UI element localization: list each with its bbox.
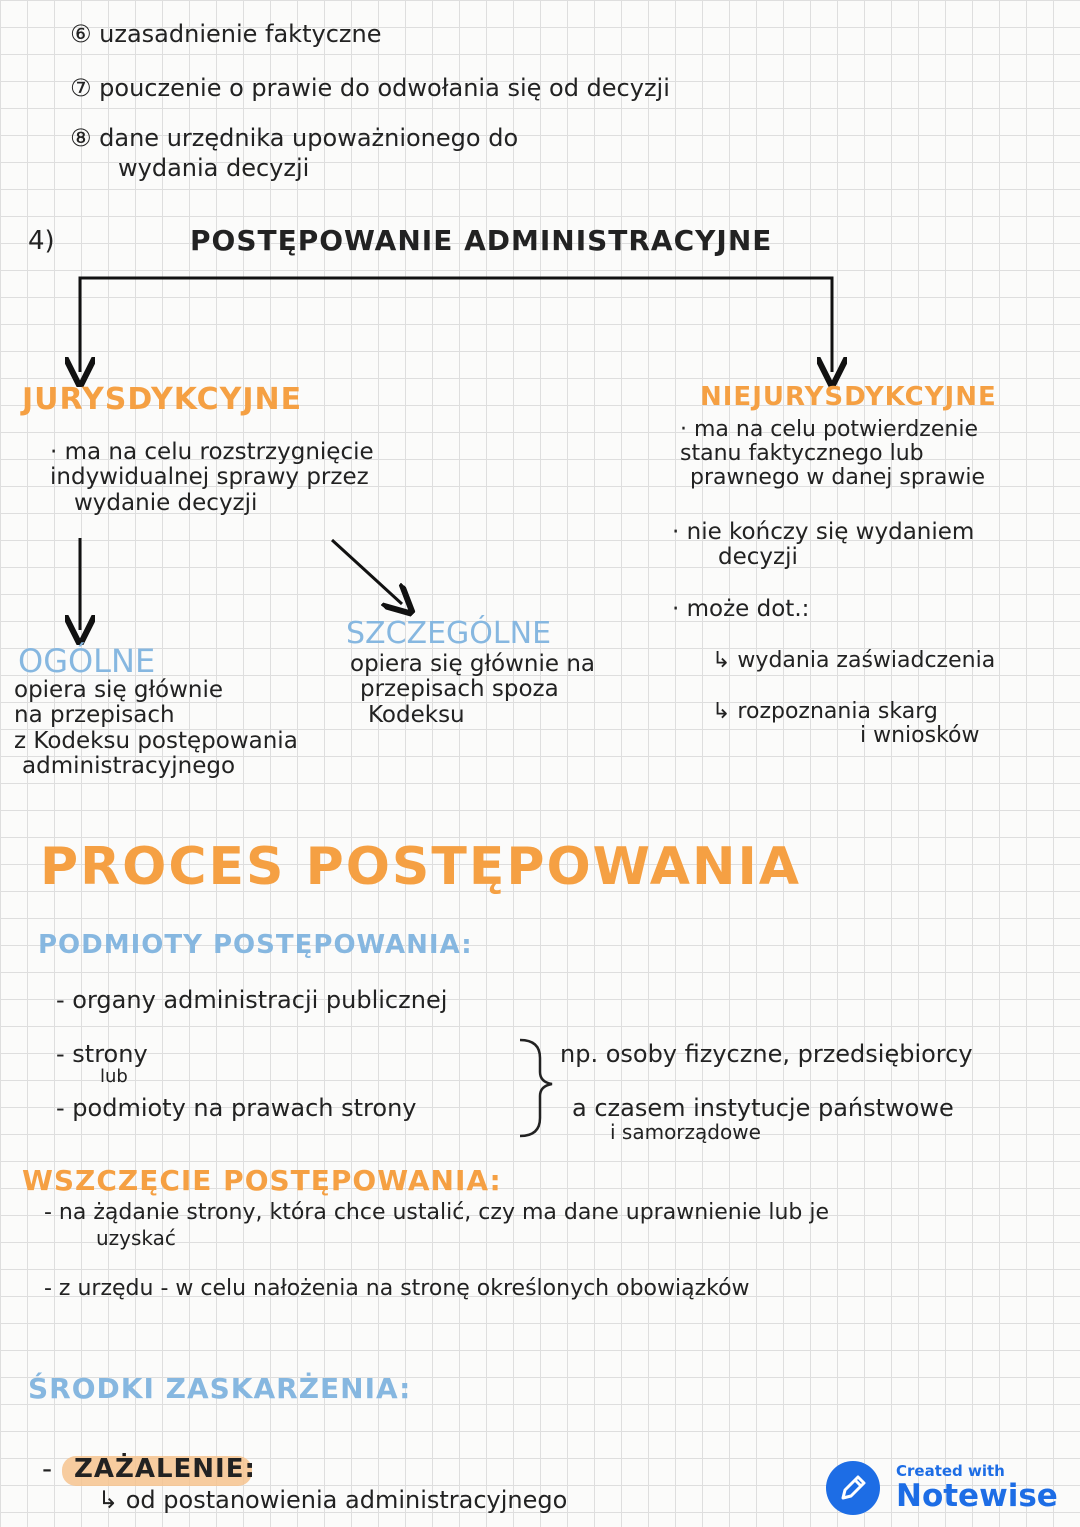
wszczecie-item-zadanie-continued: uzyskać — [96, 1226, 176, 1250]
jurysdykcyjne-desc-line: indywidualnej sprawy przez — [50, 464, 369, 491]
arrow-szczegolne — [332, 540, 402, 604]
niejurysdykcyjne-bullet-2 — [672, 520, 974, 571]
niejurysdykcyjne-sub-2-line: i wniosków — [860, 723, 980, 749]
podmioty-title: PODMIOTY POSTĘPOWANIA: — [38, 930, 473, 960]
ogolne-title: OGÓLNE — [18, 642, 156, 680]
niejurysdykcyjne-bullet-3: · może dot.: — [672, 596, 810, 622]
list-item-8-continued: wydania decyzji — [118, 154, 310, 182]
list-item-8: ⑧ dane urzędnika upoważnionego do — [70, 124, 519, 152]
notewise-logo — [826, 1461, 880, 1515]
szczegolne-desc — [350, 652, 595, 728]
zazalenie-dash: - — [42, 1452, 53, 1485]
niejurysdykcyjne-desc — [680, 418, 985, 491]
podmioty-item-organy: - organy administracji publicznej — [56, 986, 448, 1014]
szczegolne-title: SZCZEGÓLNE — [346, 616, 552, 651]
podmioty-item-strony: - strony — [56, 1040, 148, 1068]
srodki-title: ŚRODKI ZASKARŻENIA: — [28, 1372, 412, 1405]
jurysdykcyjne-desc-line: wydanie decyzji — [74, 489, 258, 516]
podmioty-note-3: i samorządowe — [610, 1120, 761, 1144]
niejurysdykcyjne-desc-line: prawnego w danej sprawie — [690, 465, 985, 491]
szczegolne-desc-line: przepisach spoza — [360, 676, 559, 703]
podmioty-note-1: np. osoby fizyczne, przedsiębiorcy — [560, 1040, 973, 1068]
niejurysdykcyjne-desc-line: stanu faktycznego lub — [680, 441, 924, 467]
niejurysdykcyjne-sub-2-line: ↳ rozpoznania skarg — [712, 699, 938, 724]
diagram-title: POSTĘPOWANIE ADMINISTRACYJNE — [190, 224, 773, 257]
ogolne-desc — [14, 678, 298, 779]
badge-line-2: Notewise — [896, 1478, 1058, 1514]
list-item-7: ⑦ pouczenie o prawie do odwołania się od decyzji — [70, 74, 670, 102]
szczegolne-desc-line: Kodeksu — [368, 701, 465, 728]
ogolne-desc-line: administracyjnego — [22, 752, 236, 779]
zazalenie-desc: ↳ od postanowienia administracyjnego — [98, 1486, 568, 1514]
niejurysdykcyjne-desc-line: · ma na celu potwierdzenie — [680, 417, 978, 442]
jurysdykcyjne-title: JURYSDYKCYJNE — [22, 382, 303, 417]
podmioty-item-podmioty: - podmioty na prawach strony — [56, 1094, 417, 1122]
wszczecie-item-zadanie: - na żądanie strony, która chce ustalić, czy ma dane uprawnienie lub je — [44, 1200, 830, 1225]
proces-title: PROCES POSTĘPOWANIA — [40, 837, 802, 897]
branch-line — [80, 278, 832, 372]
niejurysdykcyjne-sub-2 — [712, 700, 980, 748]
niejurysdykcyjne-sub-1: ↳ wydania zaświadczenia — [712, 648, 996, 673]
jurysdykcyjne-desc-line: · ma na celu rozstrzygnięcie — [50, 439, 374, 465]
wszczecie-item-z-urzedu: - z urzędu - w celu nałożenia na stronę określonych obowiązków — [44, 1276, 750, 1301]
podmioty-note-2: a czasem instytucje państwowe — [572, 1094, 954, 1122]
ogolne-desc-line: opiera się głównie — [14, 677, 224, 703]
curly-brace — [520, 1040, 552, 1136]
ogolne-desc-line: z Kodeksu postępowania — [14, 727, 298, 754]
niejurysdykcyjne-bullet-2-line: · nie kończy się wydaniem — [672, 519, 975, 545]
badge-line-1: Created with — [896, 1462, 1005, 1480]
ogolne-desc-line: na przepisach — [14, 702, 175, 729]
wszczecie-title: WSZCZĘCIE POSTĘPOWANIA: — [22, 1164, 502, 1197]
niejurysdykcyjne-bullet-2-line: decyzji — [718, 544, 798, 571]
podmioty-item-lub: lub — [100, 1066, 128, 1087]
jurysdykcyjne-desc — [50, 440, 374, 516]
szczegolne-desc-line: opiera się głównie na — [350, 651, 596, 677]
list-item-6: ⑥ uzasadnienie faktyczne — [70, 20, 382, 48]
niejurysdykcyjne-title: NIEJURYSDYKCYJNE — [700, 382, 997, 412]
pencil-icon — [826, 1461, 880, 1515]
zazalenie-title: ZAŻALENIE: — [74, 1454, 256, 1484]
section-number: 4) — [28, 226, 55, 256]
